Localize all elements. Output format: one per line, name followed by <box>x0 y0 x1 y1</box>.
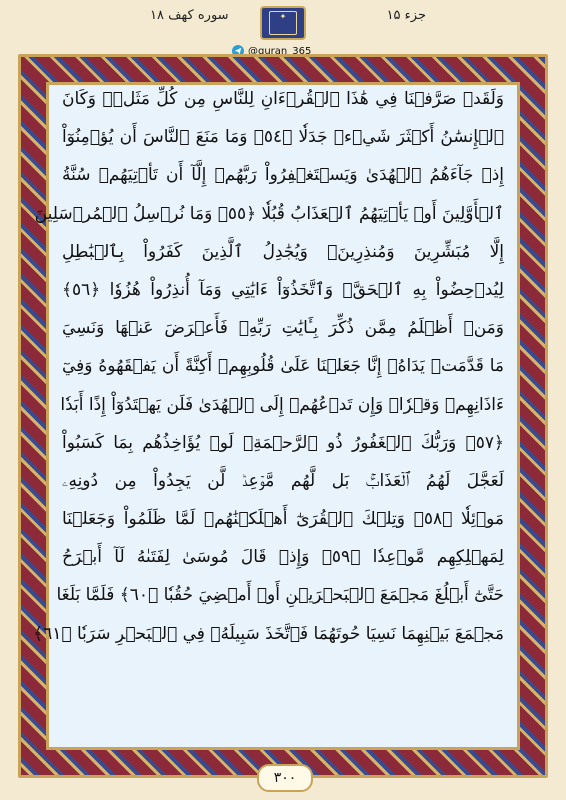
verse-line: لِمَهۡلِكِهِم مَّوۡعِدٗا ﴿٥٩﴾ وَإِذۡ قَالَ مُوسَىٰ لِفَتَىٰهُ لَآ أَبۡرَحُ <box>62 547 504 568</box>
verse-line: وَلَقَدۡ صَرَّفۡنَا فِي هَٰذَا ٱلۡقُرۡءَانِ لِلنَّاسِ مِن كُلِّ مَثَلٖۚ وَكَانَ <box>62 89 504 109</box>
verse-line: مَوۡئِلٗا ﴿٥٨﴾ وَتِلۡكَ ٱلۡقُرَىٰٓ أَهۡلَكۡنَٰهُمۡ لَمَّا ظَلَمُواْ وَجَعَلۡنَا <box>62 509 504 530</box>
verse-line: ﴿٥٧﴾ وَرَبُّكَ ٱلۡغَفُورُ ذُو ٱلرَّحۡمَةِۖ لَوۡ يُؤَاخِذُهُم بِمَا كَسَبُواْ <box>62 432 504 453</box>
verse-line: مَا قَدَّمَتۡ يَدَاهُۚ إِنَّا جَعَلۡنَا عَلَىٰ قُلُوبِهِمۡ أَكِنَّةً أَن يَفۡقَهُوهُ وَفِيٓ <box>62 356 504 377</box>
verse-line: إِذۡ جَآءَهُمُ ٱلۡهُدَىٰ وَيَسۡتَغۡفِرُواْ رَبَّهُمۡ إِلَّآ أَن تَأۡتِيَهُمۡ سُنَّةُ <box>62 165 504 186</box>
page-number: ۳۰۰ <box>257 764 313 792</box>
verse-line: ءَاذَانِهِمۡ وَقۡرٗاۖ وَإِن تَدۡعُهُمۡ إِلَى ٱلۡهُدَىٰ فَلَن يَهۡتَدُوٓاْ إِذًا أَبَدٗا <box>60 394 504 415</box>
verse-line: لِيُدۡحِضُواْ بِهِ ٱلۡحَقَّۖ وَٱتَّخَذُوٓاْ ءَايَٰتِي وَمَآ أُنذِرُواْ هُزُوٗا ﴿٥٦﴾ <box>62 279 504 300</box>
verse-line: مَجۡمَعَ بَيۡنِهِمَا نَسِيَا حُوتَهُمَا فَٱتَّخَذَ سَبِيلَهُۥ فِي ٱلۡبَحۡرِ سَرَبٗا ﴿٦١﴾ <box>33 623 504 644</box>
logo <box>260 6 306 40</box>
verse-line: إِلَّا مُبَشِّرِينَ وَمُنذِرِينَۚ وَيُجَٰدِلُ ٱلَّذِينَ كَفَرُواْ بِٱلۡبَٰطِلِ <box>62 241 504 262</box>
verse-line: وَمَنۡ أَظۡلَمُ مِمَّن ذُكِّرَ بِـَٔايَٰتِ رَبِّهِۦ فَأَعۡرَضَ عَنۡهَا وَنَسِيَ <box>62 318 504 339</box>
logo-emblem: ✦ <box>269 11 297 35</box>
verse-line: ٱلۡإِنسَٰنُ أَكۡثَرَ شَيۡءٖ جَدَلٗا ﴿٥٤﴾ وَمَا مَنَعَ ٱلنَّاسَ أَن يُؤۡمِنُوٓاْ <box>62 127 505 148</box>
verse-line: ٱلۡأَوَّلِينَ أَوۡ يَأۡتِيَهُمُ ٱلۡعَذَابُ قُبُلٗا ﴿٥٥﴾ وَمَا نُرۡسِلُ ٱلۡمُرۡسَلِينَ <box>34 203 504 224</box>
surah-label: سوره کهف ۱۸ <box>150 8 229 23</box>
page-header <box>0 0 566 42</box>
telegram-handle-text: @quran_365 <box>248 45 312 57</box>
verse-line: لَعَجَّلَ لَهُمُ ٱلۡعَذَابَۚ بَل لَّهُم مَّوۡعِدٞ لَّن يَجِدُواْ مِن دُونِهِۦ <box>62 470 504 491</box>
verses-text <box>33 80 505 740</box>
juz-label: جزء ۱۵ <box>386 8 426 23</box>
page-footer <box>0 760 566 800</box>
verse-line: حَتَّىٰٓ أَبۡلُغَ مَجۡمَعَ ٱلۡبَحۡرَيۡنِ أَوۡ أَمۡضِيَ حُقُبٗا ﴿٦٠﴾ فَلَمَّا بَلَغَا <box>56 585 504 606</box>
